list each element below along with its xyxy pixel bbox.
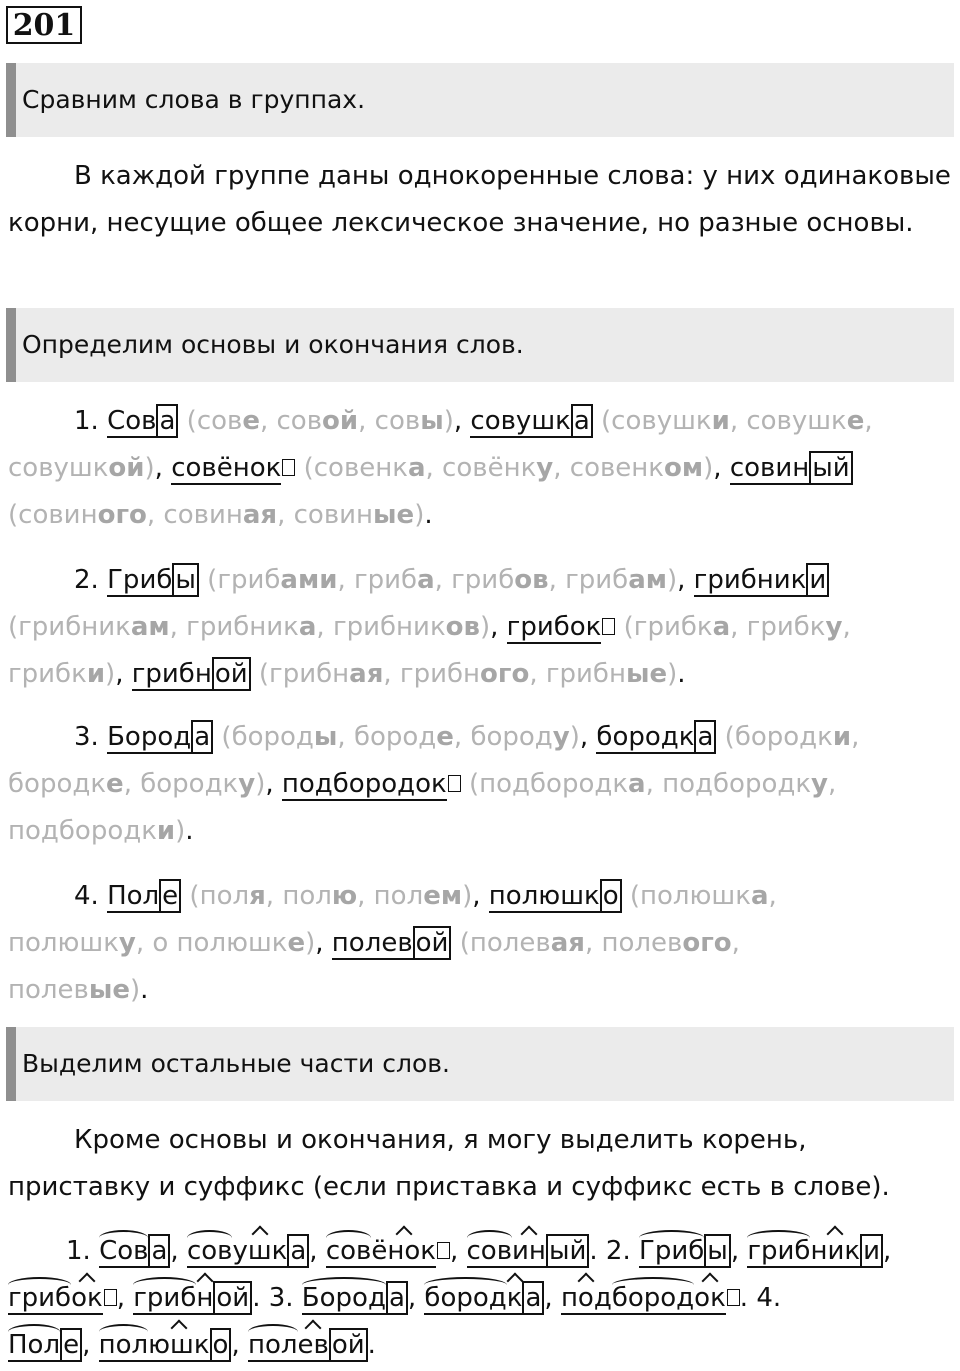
group-4-num: 4. (74, 881, 99, 911)
mark-text: Кроме основы и окончания, я могу выделить корень, приставку и суффикс (если приставка и суффикс есть в слове). (8, 1125, 890, 1202)
group-1: 1. Сов а (сове, совой, совы), совушк а (совушки, совушке, совушкой), совёнок (совенка, совёнку, совенком), совин ый (совиного, совиная, совиные). (8, 406, 873, 530)
group-1-num: 1. (74, 406, 99, 436)
group-2-num: 2. (74, 565, 99, 595)
group-2: 2. Гриб ы (грибами, гриба, грибов, грибам), грибник и (грибникам, грибника, грибников), грибок (грибка, грибку, грибки), грибн ой (грибная, грибного, грибные). (8, 565, 851, 689)
group-3-num: 3. (74, 722, 99, 752)
section-heading-define: Определим основы и окончания слов. (6, 308, 954, 382)
compare-text: В каждой группе даны однокоренные слова: у них одинаковые корни, несущие общее лексическое значение, но разные основы. (8, 161, 951, 238)
section-heading-mark: Выделим остальные части слов. (6, 1027, 954, 1101)
group-4: 4. Пол е (поля, полю, полем), полюшк о (полюшка, полюшку, о полюшке), полев ой (полевая, полевого, полевые). (8, 881, 777, 1005)
task-number: 201 (6, 6, 82, 44)
compare-paragraph (8, 153, 952, 247)
final-analysis: 1. Сов а , совушк а , совёнок , совин ый . 2. Гриб ы , грибник и , грибок , грибн ой . 3. Бород а , бородк а , подбородок . 4. Пол е , полюшк о , полев ой . (8, 1228, 952, 1369)
section-heading-compare: Сравним слова в группах. (6, 63, 954, 137)
mark-paragraph (8, 1117, 952, 1211)
group-3: 3. Бород а (бороды, бороде, бороду), бородк а (бородки, бородке, бородку), подбородок (подбородка, подбородку, подбородки). (8, 722, 860, 846)
